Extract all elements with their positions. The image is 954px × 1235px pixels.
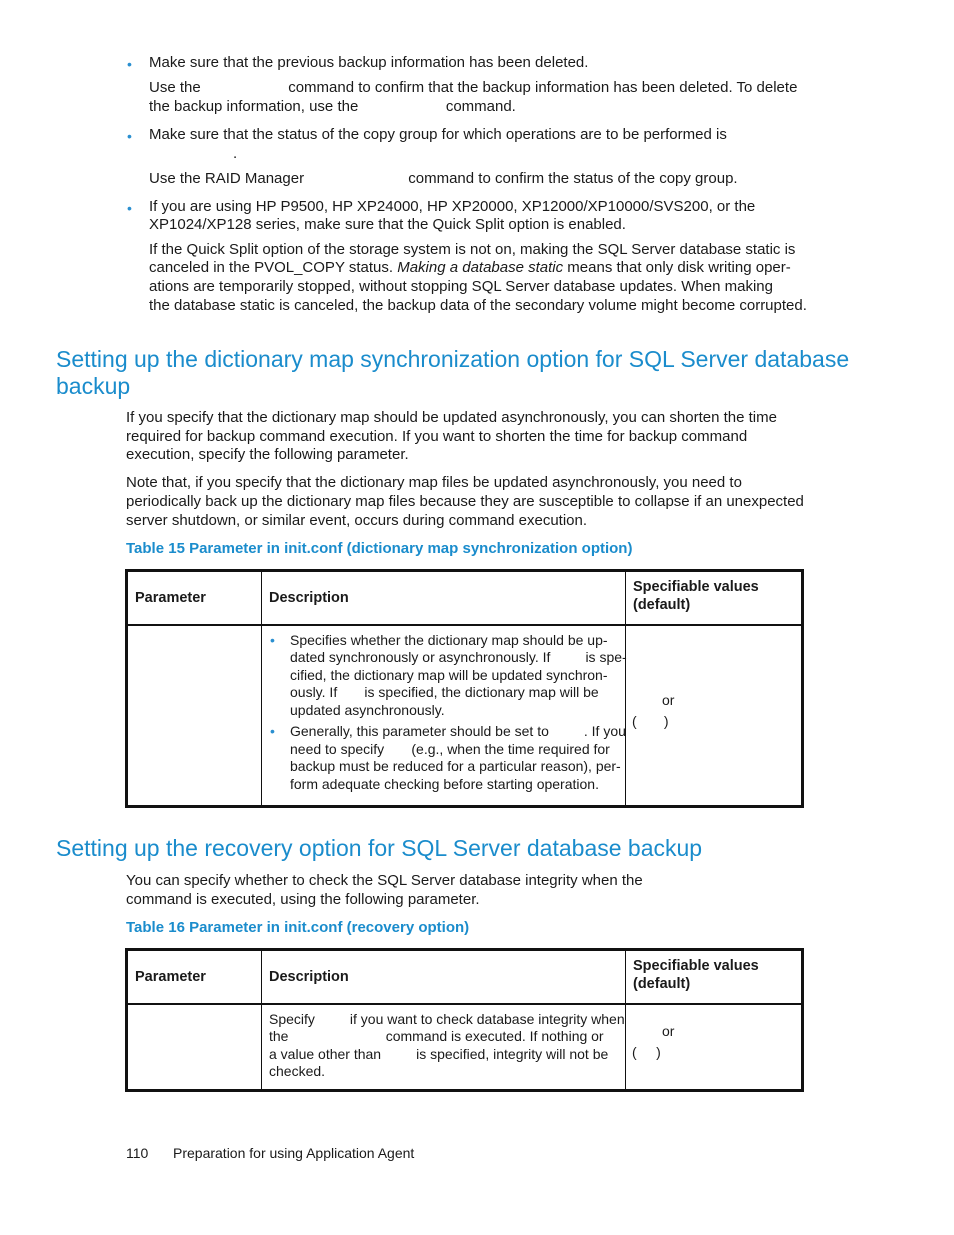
paragraph-line: periodically back up the dictionary map files because they are susceptible to collapse if an unexpected	[126, 493, 804, 510]
bullet-icon: •	[127, 56, 132, 72]
description-item	[269, 723, 626, 793]
bullet-icon: •	[127, 128, 132, 144]
desc-line: dated synchronously or asynchronously. If is spe-	[290, 649, 627, 665]
desc-line: a value other than is specified, integrity will not be	[269, 1045, 609, 1062]
bullet-icon: •	[270, 631, 275, 648]
page-number: 110	[126, 1145, 149, 1161]
header-parameter	[127, 571, 262, 625]
values-default: ( )	[632, 712, 669, 729]
bullet-text-line: Use the command to confirm that the backup information has been deleted. To delete	[149, 79, 798, 96]
paragraph-line: server shutdown, or similar event, occurs during command execution.	[126, 512, 588, 529]
description-cell	[262, 625, 626, 807]
header-label: Parameter	[135, 968, 206, 985]
bullet-title: Make sure that the previous backup information has been deleted.	[149, 54, 589, 71]
bullet-text-line: the backup information, use the command.	[149, 98, 516, 115]
paragraph-line: required for backup command execution. If you want to shorten the time for backup command	[126, 428, 748, 445]
paragraph-line: Note that, if you specify that the dictionary map files be updated asynchronously, you need to	[126, 474, 742, 491]
bullet-para-line: the database static is canceled, the backup data of the secondary volume might become corrupted.	[149, 297, 807, 314]
bullet-icon: •	[127, 200, 132, 216]
desc-line: need to specify (e.g., when the time required for	[290, 740, 610, 757]
desc-line: Specifies whether the dictionary map should be up-	[290, 631, 608, 648]
chapter-title: Preparation for using Application Agent	[173, 1145, 415, 1161]
table-row	[127, 1004, 803, 1091]
desc-line: form adequate checking before starting operation.	[290, 775, 599, 792]
table-header-row	[127, 571, 803, 625]
desc-line: Generally, this parameter should be set to . If you	[290, 723, 626, 739]
desc-line: Specify if you want to check database integrity when	[269, 1010, 625, 1027]
section-heading: Setting up the dictionary map synchronization option for SQL Server database	[56, 346, 850, 372]
bullet-title-cont: XP1024/XP128 series, make sure that the Quick Split option is enabled.	[149, 216, 626, 233]
desc-line: ously. If is specified, the dictionary map will be	[290, 684, 599, 700]
parameter-cell	[127, 625, 262, 807]
parameter-cell	[127, 1004, 262, 1091]
description-cell	[262, 1004, 626, 1091]
section-heading-cont: backup	[56, 373, 131, 399]
parameter-table-16	[125, 948, 804, 1092]
values-text: or	[662, 1022, 675, 1039]
values-default: ( )	[632, 1043, 661, 1060]
desc-line: the command is executed. If nothing or	[269, 1028, 604, 1044]
header-label: Description	[269, 968, 349, 985]
header-description	[262, 950, 626, 1004]
table-header-row	[127, 950, 803, 1004]
bullet-icon: •	[270, 723, 275, 739]
desc-line: updated asynchronously.	[290, 701, 445, 718]
header-label: Description	[269, 589, 349, 606]
section-heading: Setting up the recovery option for SQL Server database backup	[56, 835, 703, 861]
values-text: or	[662, 691, 675, 708]
desc-line: checked.	[269, 1063, 326, 1079]
header-label: Specifiable values	[633, 958, 759, 974]
para-text: canceled in the PVOL_COPY status.	[149, 259, 398, 276]
header-label: (default)	[633, 596, 691, 613]
table-caption: Table 15 Parameter in init.conf (dictionary map synchronization option)	[126, 540, 633, 557]
para-text: means that only disk writing oper-	[563, 259, 791, 276]
parameter-table-15	[125, 569, 804, 808]
values-cell	[626, 625, 803, 807]
description-item	[269, 631, 627, 720]
header-label: (default)	[633, 975, 691, 992]
paragraph-line: You can specify whether to check the SQL Server database integrity when the	[126, 872, 643, 889]
paragraph-line: execution, specify the following parameter.	[126, 446, 409, 463]
values-cell	[626, 1004, 803, 1091]
para-emphasis: Making a database static	[397, 259, 564, 276]
header-parameter	[127, 950, 262, 1004]
paragraph-line: If you specify that the dictionary map should be updated asynchronously, you can shorten the time	[126, 409, 777, 426]
bullet-title-end: .	[233, 145, 238, 162]
bullet-text-line: Use the RAID Manager command to confirm the status of the copy group.	[149, 170, 738, 187]
table-row	[127, 625, 803, 807]
header-description	[262, 571, 626, 625]
bullet-para-line: If the Quick Split option of the storage system is not on, making the SQL Server database static is	[149, 241, 796, 258]
desc-line: backup must be reduced for a particular reason), per-	[290, 758, 621, 774]
bullet-title: Make sure that the status of the copy group for which operations are to be performed is	[149, 126, 727, 143]
header-values	[626, 571, 803, 625]
header-label: Specifiable values	[633, 579, 759, 595]
desc-line: cified, the dictionary map will be updated synchron-	[290, 666, 608, 683]
bullet-para-line: ations are temporarily stopped, without stopping SQL Server database updates. When making	[149, 278, 773, 295]
header-label: Parameter	[135, 589, 206, 606]
header-values	[626, 950, 803, 1004]
bullet-title: If you are using HP P9500, HP XP24000, HP XP20000, XP12000/XP10000/SVS200, or the	[149, 198, 756, 215]
table-caption: Table 16 Parameter in init.conf (recovery option)	[126, 919, 470, 936]
bullet-para-line	[149, 259, 791, 278]
paragraph-line: command is executed, using the following parameter.	[126, 891, 480, 908]
